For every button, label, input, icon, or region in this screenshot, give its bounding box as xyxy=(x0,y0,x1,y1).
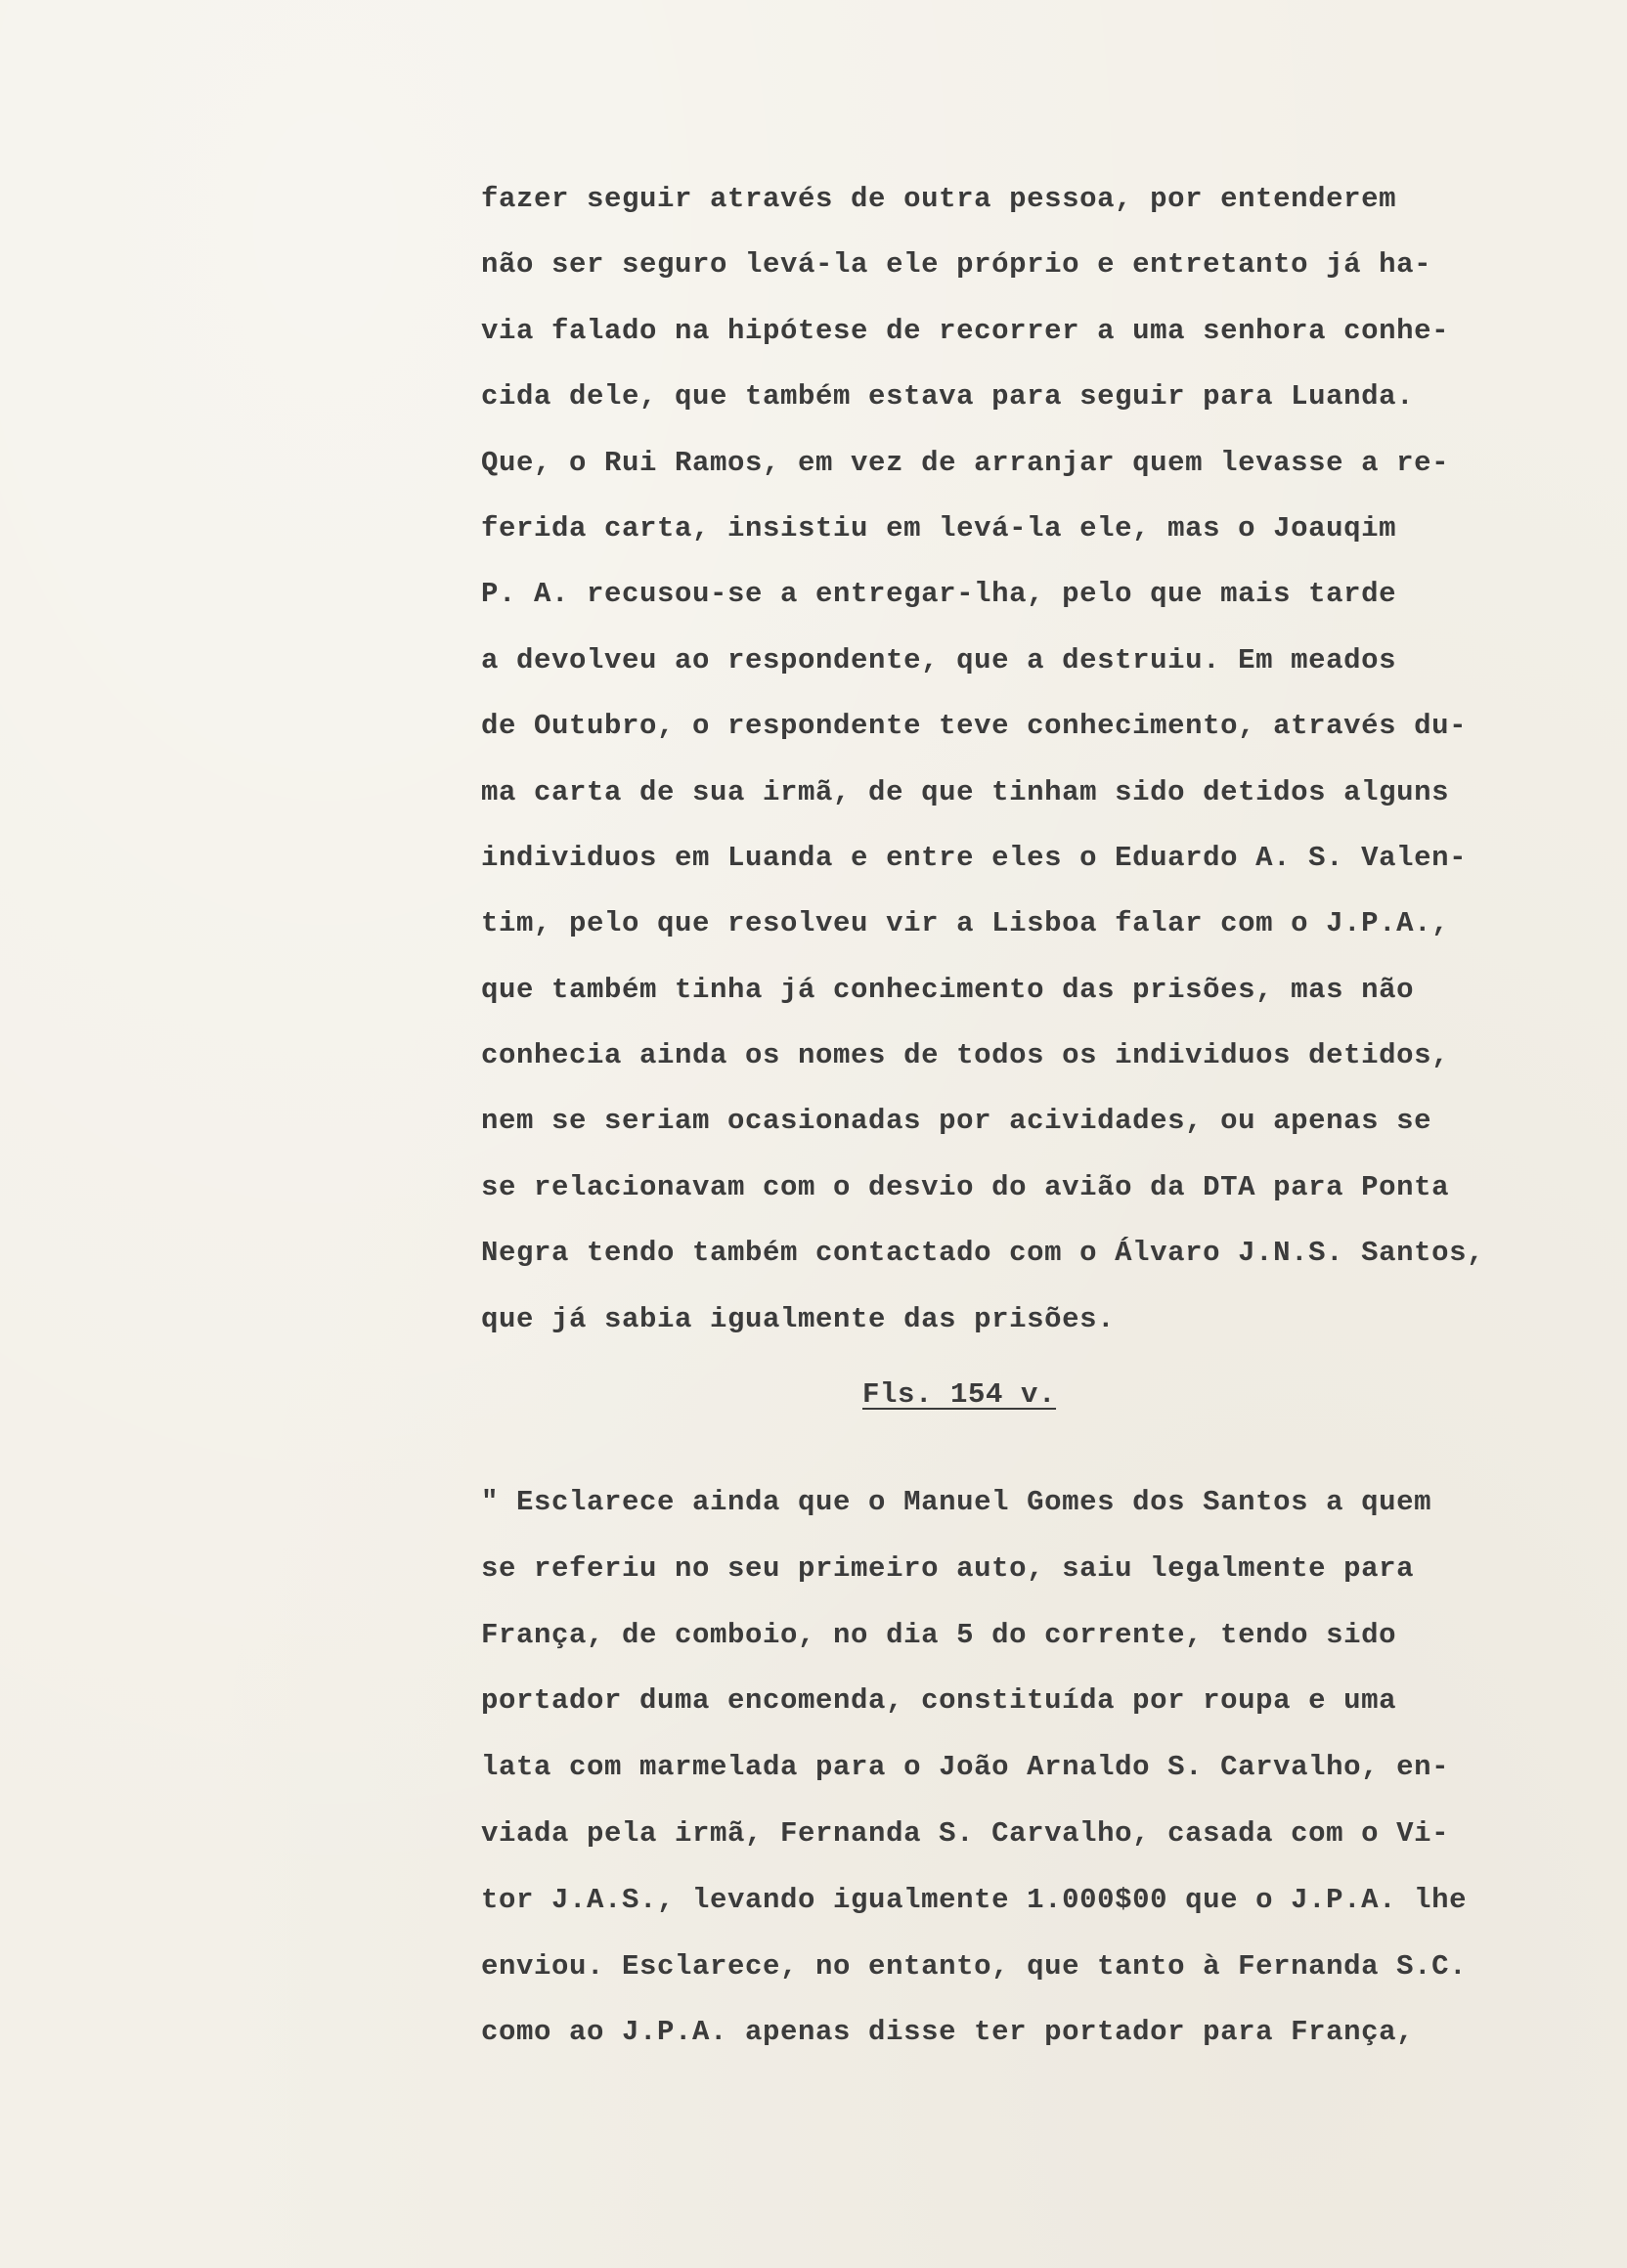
text-line: tim, pelo que resolveu vir a Lisboa falar com o J.P.A., xyxy=(481,907,1450,940)
text-line: " Esclarece ainda que o Manuel Gomes dos Santos a quem xyxy=(481,1486,1432,1518)
text-line: a devolveu ao respondente, que a destruiu. Em meados xyxy=(481,643,1397,676)
text-line: conhecia ainda os nomes de todos os individuos detidos, xyxy=(481,1039,1450,1072)
text-line: P. A. recusou-se a entregar-lha, pelo que mais tarde xyxy=(481,578,1397,611)
text-line: cida dele, que também estava para seguir para Luanda. xyxy=(481,380,1415,414)
text-line: fazer seguir através de outra pessoa, por entenderem xyxy=(481,183,1397,215)
text-line: individuos em Luanda e entre eles o Eduardo A. S. Valen- xyxy=(481,841,1468,874)
text-line: como ao J.P.A. apenas disse ter portador para França, xyxy=(481,2016,1415,2049)
text-line: tor J.A.S., levando igualmente 1.000$00 que o J.P.A. lhe xyxy=(481,1883,1468,1916)
paragraph-2 xyxy=(481,1469,1625,2066)
text-line: não ser seguro levá-la ele próprio e entretanto já ha- xyxy=(481,248,1432,282)
text-line: nem se seriam ocasionadas por acividades, ou apenas se xyxy=(481,1105,1432,1138)
text-line: se referiu no seu primeiro auto, saiu legalmente para xyxy=(481,1551,1415,1585)
text-line: portador duma encomenda, constituída por roupa e uma xyxy=(481,1684,1397,1718)
text-line: lata com marmelada para o João Arnaldo S. Carvalho, en- xyxy=(481,1751,1450,1784)
text-line: enviou. Esclarece, no entanto, que tanto à Fernanda S.C. xyxy=(481,1949,1468,1983)
text-line: que também tinha já conhecimento das prisões, mas não xyxy=(481,973,1415,1006)
text-line: que já sabia igualmente das prisões. xyxy=(481,1302,1116,1335)
text-line: Negra tendo também contactado com o Álvaro J.N.S. Santos, xyxy=(481,1237,1485,1270)
text-line: ferida carta, insistiu em levá-la ele, mas o Joauqim xyxy=(481,511,1397,545)
paragraph-1 xyxy=(481,166,1625,1352)
text-line: Que, o Rui Ramos, em vez de arranjar quem levasse a re- xyxy=(481,446,1450,479)
section-heading: Fls. 154 v. xyxy=(862,1378,1057,1411)
text-line: viada pela irmã, Fernanda S. Carvalho, casada com o Vi- xyxy=(481,1816,1450,1850)
text-line: ma carta de sua irmã, de que tinham sido detidos alguns xyxy=(481,775,1450,808)
text-line: França, de comboio, no dia 5 do corrente, tendo sido xyxy=(481,1618,1397,1651)
text-line: de Outubro, o respondente teve conhecimento, através du- xyxy=(481,710,1468,743)
text-line: se relacionavam com o desvio do avião da DTA para Ponta xyxy=(481,1170,1450,1203)
text-line: via falado na hipótese de recorrer a uma senhora conhe- xyxy=(481,314,1450,347)
